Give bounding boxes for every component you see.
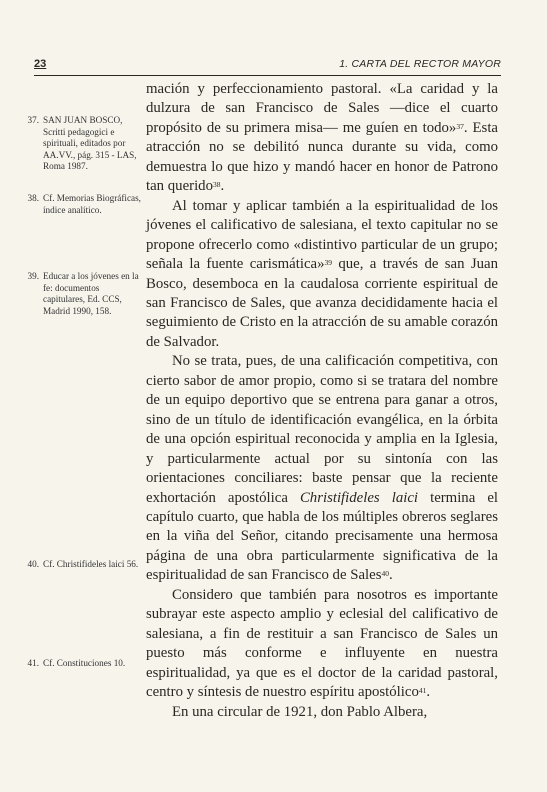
main-text (146, 80, 498, 722)
header-rule (34, 75, 501, 76)
page-number: 23 (34, 58, 47, 70)
paragraph-4: Considero que también para nosotros es importante subrayar este aspecto amplio y eclesial del calificativo de salesiana, a fin de restituir a san Francisco de Sales un puesto más conforme e influyente en nuestra espiritualidad, ya que es el doctor de la caridad pastoral, centro y síntesis de nuestro espíritu apostólico$^{41}$. (146, 586, 498, 701)
footnote-38: 38. Cf. Memorias Biográficas, índice analítico. (27, 193, 141, 215)
footnote-39: 39. Educar a los jóvenes en la fe: documentos capitulares, Ed. CCS, Madrid 1990, 158. (27, 271, 139, 316)
paragraph-5: En una circular de 1921, don Pablo Albera, (172, 703, 428, 720)
footnote-37: 37. SAN JUAN BOSCO, Scritti pedagogici e spirituali, editados por AA.VV., pág. 315 - LAS, Roma 1987. (27, 115, 137, 172)
footnote-41: 41. Cf. Constituciones 10. (27, 658, 126, 668)
paragraph-2: Al tomar y aplicar también a la espiritualidad de los jóvenes el calificativo de salesiana, el texto capitular no se propone ofrecerlo como «distintivo particular de un grupo; señala la fuente carismática»$^{39}$ que, a través de san Juan Bosco, desemboca en la caudalosa corriente espiritual de san Francisco de Sales, que avanza decididamente hacia el seguimiento de Cristo en la atracción de su amable corazón de Salvador. (146, 197, 498, 350)
footnote-40: 40. Cf. Christifideles laici 56. (27, 559, 139, 569)
page-header (34, 58, 501, 74)
running-title: 1. CARTA DEL RECTOR MAYOR (339, 58, 501, 70)
paragraph-1: mación y perfeccionamiento pastoral. «La caridad y la dulzura de san Francisco de Sales —dice el cuarto propósito de su primera misa— me guíen en todo»$^{37}$. Esta atracción no se debilitó nunca durante su vida, como demuestra lo que hizo y mandó hacer en honor de Patrono tan querido$^{38}$. (146, 81, 498, 195)
paragraph-3: No se trata, pues, de una calificación competitiva, con cierto sabor de amor propio, como si se tratara del nombre de un equipo deportivo que se entrena para ganar a otros, sino de un título de identificación evangélica, en la órbita de una opción espiritual reconocida y amplia en la Iglesia, y particularmente actual por su sintonía con las orientaciones conciliares: baste pensar que la reciente exhortación apostólica Christifideles laici termina el capítulo cuarto, que habla de los múltiples obreros seglares en la viña del Señor, citando precisamente una hermosa página de una obra particularmente significativa de la espiritualidad de san Francisco de Sales$^{40}$. (146, 353, 498, 584)
